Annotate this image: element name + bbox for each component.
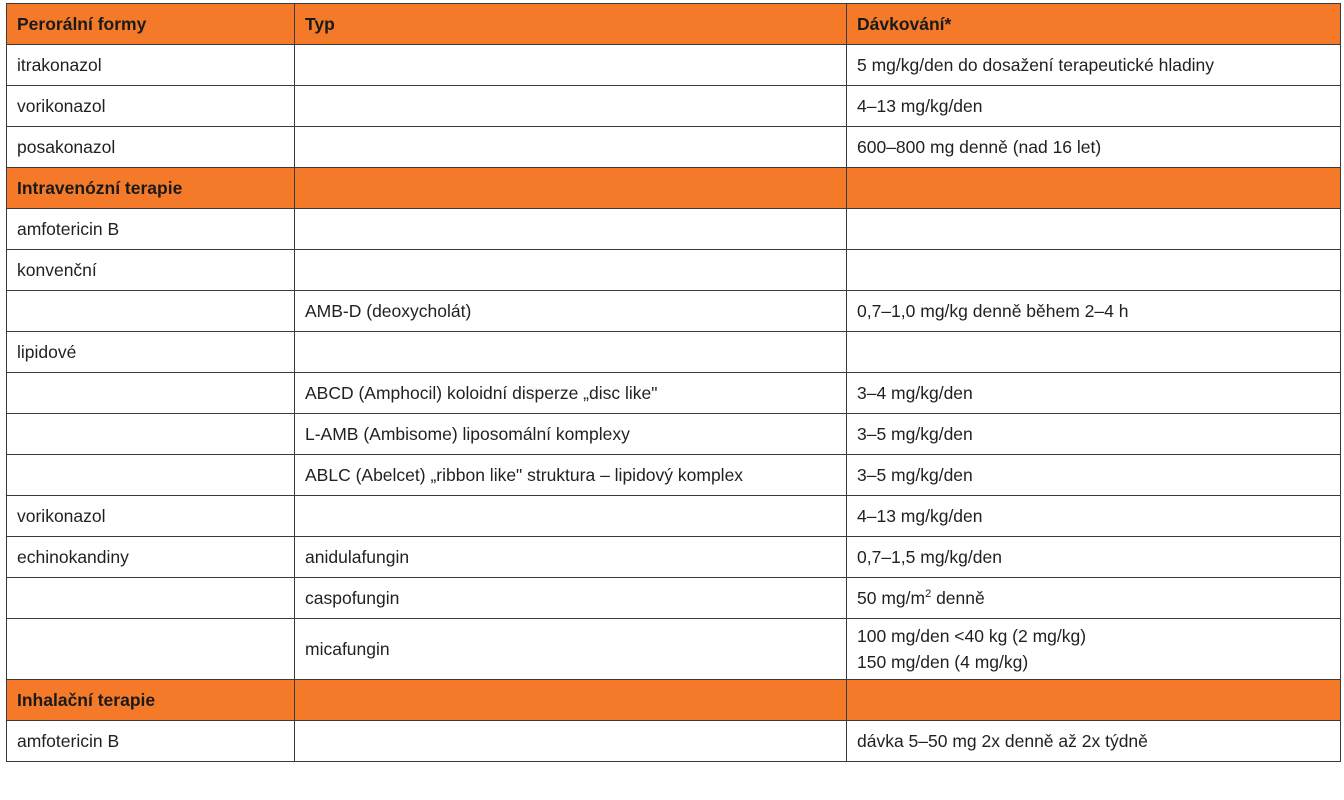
table-row — [7, 250, 1341, 291]
table-row — [7, 414, 1341, 455]
dosage-cell: 3–5 mg/kg/den — [847, 414, 1341, 455]
table-header-row — [7, 4, 1341, 45]
drug-cell — [7, 373, 295, 414]
table-row — [7, 127, 1341, 168]
dosage-line: 100 mg/den <40 kg (2 mg/kg) — [857, 626, 1087, 646]
dosage-cell — [847, 619, 1341, 680]
table-row — [7, 578, 1341, 619]
type-cell — [295, 45, 847, 86]
drug-cell: posakonazol — [7, 127, 295, 168]
type-cell — [295, 680, 847, 721]
type-cell — [295, 250, 847, 291]
drug-cell: lipidové — [7, 332, 295, 373]
header-type: Typ — [295, 4, 847, 45]
dosage-cell — [847, 168, 1341, 209]
dosage-line: 150 mg/den (4 mg/kg) — [857, 652, 1029, 672]
dosage-text-suffix: denně — [931, 588, 985, 608]
drug-cell: amfotericin B — [7, 209, 295, 250]
header-dosage: Dávkování* — [847, 4, 1341, 45]
type-cell: micafungin — [295, 619, 847, 680]
dosage-cell — [847, 680, 1341, 721]
type-cell — [295, 209, 847, 250]
type-cell — [295, 127, 847, 168]
dosage-cell: 4–13 mg/kg/den — [847, 86, 1341, 127]
dosage-cell — [847, 209, 1341, 250]
table-row — [7, 209, 1341, 250]
type-cell: AMB-D (deoxycholát) — [295, 291, 847, 332]
dosage-cell: 4–13 mg/kg/den — [847, 496, 1341, 537]
dosage-cell — [847, 332, 1341, 373]
dosage-superscript: 2 — [925, 588, 932, 601]
dosage-cell: 600–800 mg denně (nad 16 let) — [847, 127, 1341, 168]
table-row — [7, 332, 1341, 373]
antifungal-dosage-table — [6, 3, 1341, 762]
section-title: Inhalační terapie — [7, 680, 295, 721]
type-cell: anidulafungin — [295, 537, 847, 578]
drug-cell: echinokandiny — [7, 537, 295, 578]
type-cell: ABLC (Abelcet) „ribbon like" struktura – lipidový komplex — [295, 455, 847, 496]
table-row — [7, 86, 1341, 127]
type-cell — [295, 168, 847, 209]
table-row — [7, 537, 1341, 578]
table-row — [7, 291, 1341, 332]
drug-cell — [7, 619, 295, 680]
type-cell — [295, 332, 847, 373]
drug-cell: amfotericin B — [7, 721, 295, 762]
type-cell: ABCD (Amphocil) koloidní disperze „disc like" — [295, 373, 847, 414]
drug-cell — [7, 455, 295, 496]
drug-cell — [7, 578, 295, 619]
drug-cell: vorikonazol — [7, 496, 295, 537]
table-row — [7, 721, 1341, 762]
section-title: Intravenózní terapie — [7, 168, 295, 209]
dosage-cell — [847, 250, 1341, 291]
drug-cell — [7, 414, 295, 455]
dosage-cell: 0,7–1,0 mg/kg denně během 2–4 h — [847, 291, 1341, 332]
type-cell: L-AMB (Ambisome) liposomální komplexy — [295, 414, 847, 455]
table-row — [7, 496, 1341, 537]
drug-cell — [7, 291, 295, 332]
header-oral-forms: Perorální formy — [7, 4, 295, 45]
type-cell — [295, 86, 847, 127]
dosage-cell — [847, 578, 1341, 619]
dosage-cell: 0,7–1,5 mg/kg/den — [847, 537, 1341, 578]
table-row — [7, 619, 1341, 680]
dosage-cell: 5 mg/kg/den do dosažení terapeutické hladiny — [847, 45, 1341, 86]
section-row-intravenous — [7, 168, 1341, 209]
drug-cell: konvenční — [7, 250, 295, 291]
dosage-text: 50 mg/m — [857, 588, 926, 608]
table-row — [7, 455, 1341, 496]
dosage-cell: 3–4 mg/kg/den — [847, 373, 1341, 414]
dosage-cell: dávka 5–50 mg 2x denně až 2x týdně — [847, 721, 1341, 762]
table-row — [7, 373, 1341, 414]
drug-cell: vorikonazol — [7, 86, 295, 127]
type-cell — [295, 496, 847, 537]
table-row — [7, 45, 1341, 86]
type-cell — [295, 721, 847, 762]
dosage-table-container — [6, 3, 1340, 762]
section-row-inhalation — [7, 680, 1341, 721]
type-cell: caspofungin — [295, 578, 847, 619]
dosage-cell: 3–5 mg/kg/den — [847, 455, 1341, 496]
drug-cell: itrakonazol — [7, 45, 295, 86]
